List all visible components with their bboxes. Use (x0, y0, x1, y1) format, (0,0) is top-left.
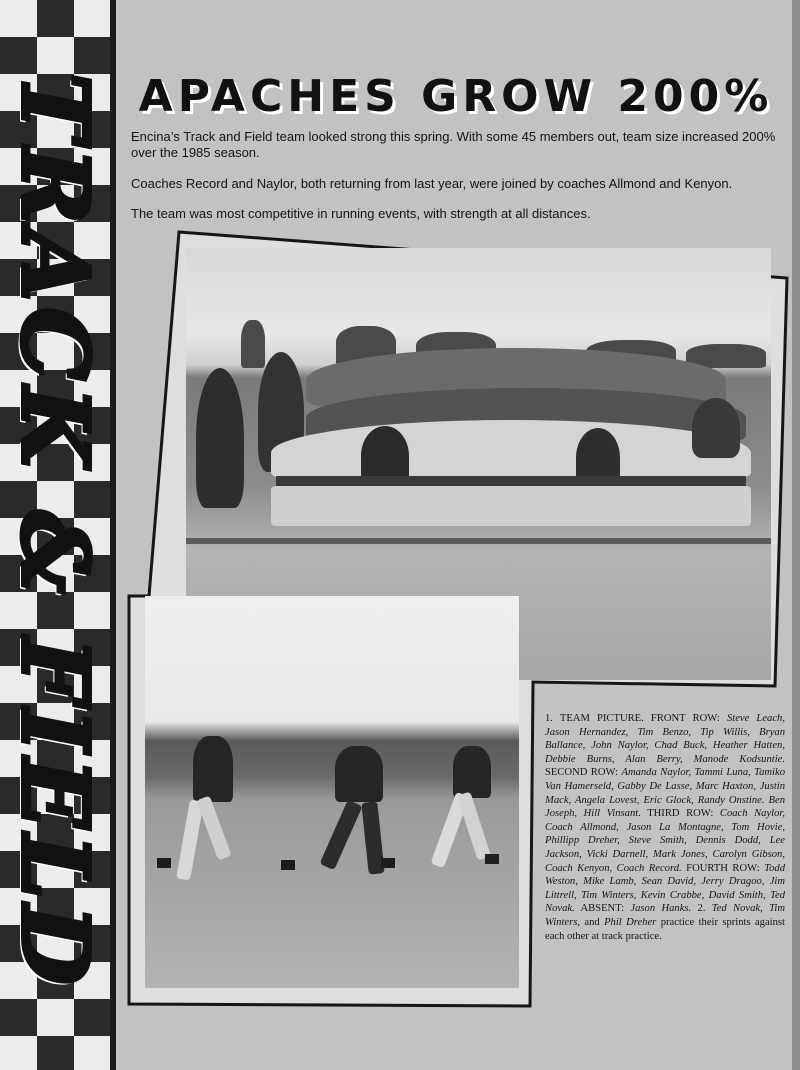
caption-text: practice their sprints against each other at track practice. (545, 916, 785, 942)
runner (453, 746, 491, 798)
caption-label: ABSENT: (580, 903, 625, 915)
intro-paragraph-2: Coaches Record and Naylor, both returning from last year, were joined by coaches Allmond and Kenyon. (131, 176, 733, 191)
team-member (692, 398, 740, 458)
track-curb (186, 538, 771, 544)
caption-names: Coach Naylor, Coach Allmond, Jason La Montagne, Tom Hovie, Phillipp Dreher, Steve Smith, Dennis Dodd, Lee Jackson, Vicki Darnell, Mark Jones, Carolyn Gibson, Coach Kenyon, Coach Record. (545, 808, 785, 874)
runner-leg (196, 796, 231, 861)
runner-leg (319, 800, 362, 870)
caption-names: Jason Hanks. (630, 903, 692, 915)
caption-text: and (584, 916, 600, 928)
starting-block (281, 860, 295, 870)
caption-names: Amanda Naylor, Tammi Luna, Tamiko Van Hamerseld, Gabby De Lasse, Marc Haxton, Justin Mack, Angela Lovest, Eric Glock, Randy Onstine. Ben Joseph, Hill Vinsant. (545, 767, 785, 820)
caption-label: 2. (697, 903, 706, 915)
caption-names: Ted Novak, Tim Winters, (545, 903, 785, 928)
runner-leg (457, 792, 491, 861)
runner (193, 736, 233, 802)
starting-block (381, 858, 395, 868)
intro-paragraph-1: Encina’s Track and Field team looked strong this spring. With some 45 members out, team size increased 200% over the 1985 season. (131, 129, 776, 160)
sprint-photo (145, 596, 519, 988)
caption-label: THIRD ROW: (647, 808, 714, 820)
tree-silhouette (241, 320, 265, 368)
caption-label: SECOND ROW: (545, 767, 619, 779)
caption-label: 1. TEAM PICTURE. FRONT ROW: (545, 713, 720, 724)
caption-names: Steve Leach, Jason Hernandez, Tim Benzo, Tip Willis, Bryan Ballance, John Naylor, Chad Buck, Heather Hatten, Debbie Burns, Alan Berry, Manode Kodsuntie. (545, 713, 785, 765)
photo-caption (545, 712, 785, 943)
caption-names: Todd Weston, Mike Lamb, Sean David, Jerry Dragoo, Jim Littrell, Tim Winters, Kevin Crabbe, David Smith, Ted Novak. (545, 862, 785, 915)
section-title-vertical: TRACK & FIELD (1, 73, 109, 991)
team-legs (271, 486, 751, 526)
caption-label: FOURTH ROW: (686, 862, 760, 874)
runner (335, 746, 383, 802)
intro-paragraph-3: The team was most competitive in running events, with strength at all distances. (131, 206, 591, 221)
starting-block (485, 854, 499, 864)
headline: APACHES GROW 200% (138, 71, 774, 122)
starting-block (157, 858, 171, 868)
team-member (196, 368, 244, 508)
caption-names: Phil Dreher (604, 916, 657, 928)
